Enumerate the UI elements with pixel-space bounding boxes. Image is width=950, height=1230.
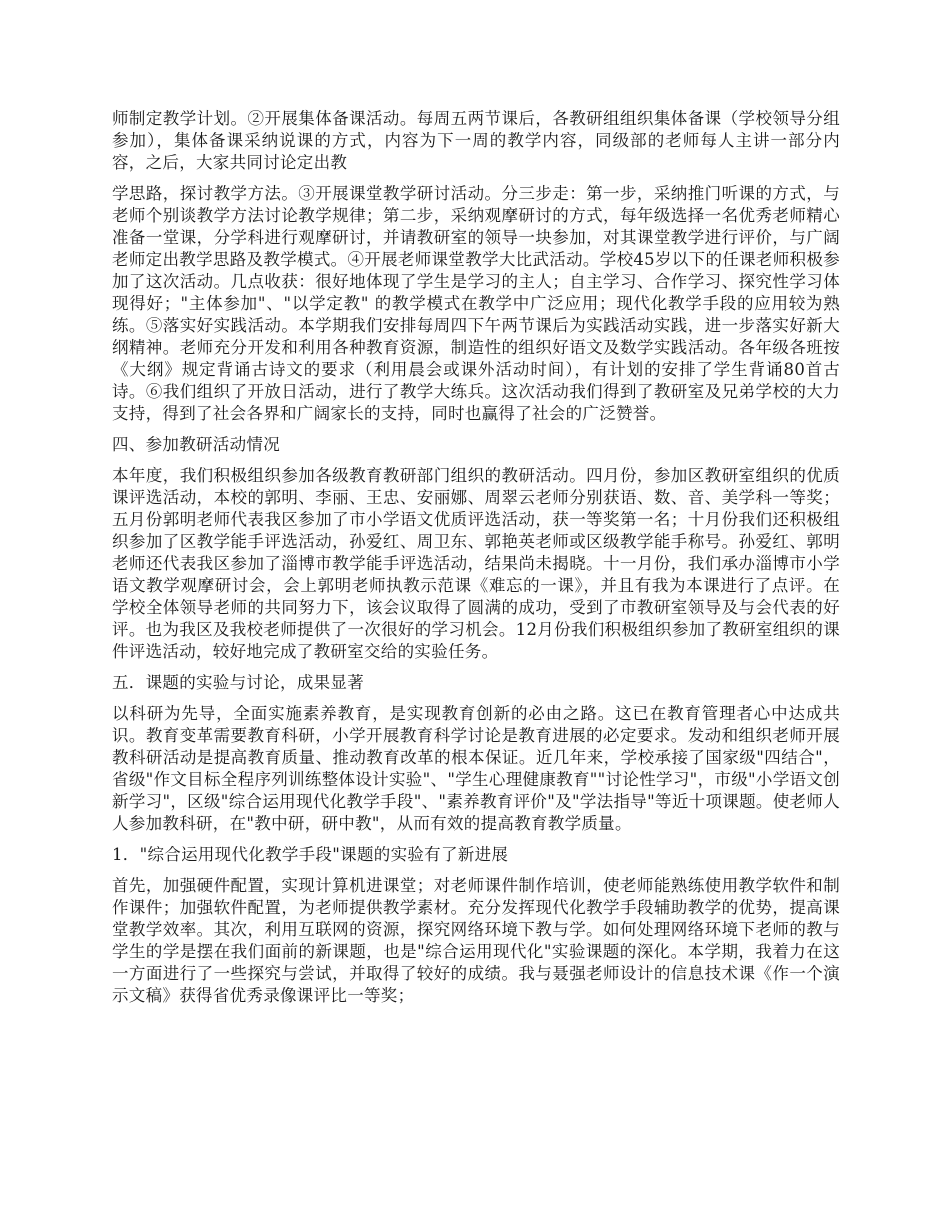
paragraph-teaching-research: 学思路，探讨教学方法。③开展课堂教学研讨活动。分三步走：第一步，采纳推门听课的方式，与老师个别谈教学方法讨论教学规律；第二步，采纳观摩研讨的方式，每年级选择一名优秀老师精心准备一堂课，分学科进行观摩研讨，并请教研室的领导一块参加，对其课堂教学进行评价，与广阔老师定出教学思路及教学模式。④开展老师课堂教学大比武活动。学校45岁以下的任课老师积极参加了这次活动。几点收获：很好地体现了学生是学习的主人；自主学习、合作学习、探究性学习体现得好；"主体参加"、"以学定教" 的教学模式在教学中广泛应用；现代化教学手段的应用较为熟练。⑤落实好实践活动。本学期我们安排每周四下午两节课后为实践活动实践，进一步落实好新大纲精神。老师充分开发和利用各种教育资源，制造性的组织好语文及数学实践活动。各年级各班按《大纲》规定背诵古诗文的要求（利用晨会或课外活动时间），有计划的安排了学生背诵80首古诗。⑥我们组织了开放日活动，进行了教学大练兵。这次活动我们得到了教研室及兄弟学校的大力支持，得到了社会各界和广阔家长的支持，同时也赢得了社会的广泛赞誉。 xyxy=(112,184,840,423)
section-heading-4: 四、参加教研活动情况 xyxy=(112,435,280,454)
subsection-heading-1: 1．"综合运用现代化教学手段"课题的实验有了新进展 xyxy=(112,845,509,864)
paragraph-research-activities: 本年度，我们积极组织参加各级教育教研部门组织的教研活动。四月份，参加区教研室组织的优质课评选活动，本校的郭明、李丽、王忠、安丽娜、周翠云老师分别获语、数、音、美学科一等奖；五月份郭明老师代表我区参加了市小学语文优质评选活动，获一等奖第一名；十月份我们还积极组织参加了区教学能手评选活动，孙爱红、周卫东、郭艳英老师或区级教学能手称号。孙爱红、郭明老师还代表我区参加了淄博市教学能手评选活动，结果尚未揭晓。十一月份，我们承办淄博市小学语文教学观摩研讨会，会上郭明老师执教示范课《难忘的一课》，并且有我为本课进行了点评。在学校全体领导老师的共同努力下，该会议取得了圆满的成功，受到了市教研室领导及与会代表的好评。也为我区及我校老师提供了一次很好的学习机会。12月份我们积极组织参加了教研室组织的课件评选活动，较好地完成了教研室交给的实验任务。 xyxy=(112,466,840,661)
section-heading-5: 五．课题的实验与讨论，成果显著 xyxy=(112,673,364,692)
paragraph-lesson-planning: 师制定教学计划。②开展集体备课活动。每周五两节课后，各教研组组织集体备课（学校领导分组参加），集体备课采纳说课的方式，内容为下一周的教学内容，同级部的老师每人主讲一部分内容，之后，大家共同讨论定出教 xyxy=(112,109,840,172)
document-page xyxy=(112,108,840,1016)
paragraph-modern-teaching: 首先，加强硬件配置，实现计算机进课堂；对老师课件制作培训，使老师能熟练使用教学软件和制作课件；加强软件配置，为老师提供教学素材。充分发挥现代化教学手段辅助教学的优势，提高课堂教学效率。其次，利用互联网的资源，探究网络环境下教与学。如何处理网络环境下老师的教与学生的学是摆在我们面前的新课题，也是"综合运用现代化"实验课题的深化。本学期，我着力在这一方面进行了一些探究与尝试，并取得了较好的成绩。我与聂强老师设计的信息技术课《作一个演示文稿》获得省优秀录像课评比一等奖； xyxy=(112,876,840,1005)
paragraph-research-projects: 以科研为先导，全面实施素养教育，是实现教育创新的必由之路。这已在教育管理者心中达成共识。教育变革需要教育科研，小学开展教育科学讨论是教育进展的必定要求。发动和组织老师开展教科研活动是提高教育质量、推动教育改革的根本保证。近几年来，学校承接了国家级"四结合"，省级"作文目标全程序列训练整体设计实验"、"学生心理健康教育""讨论性学习"，市级"小学语文创新学习"，区级"综合运用现代化教学手段"、"素养教育评价"及"学法指导"等近十项课题。使老师人人参加教科研，在"教中研，研中教"，从而有效的提高教育教学质量。 xyxy=(112,704,840,833)
